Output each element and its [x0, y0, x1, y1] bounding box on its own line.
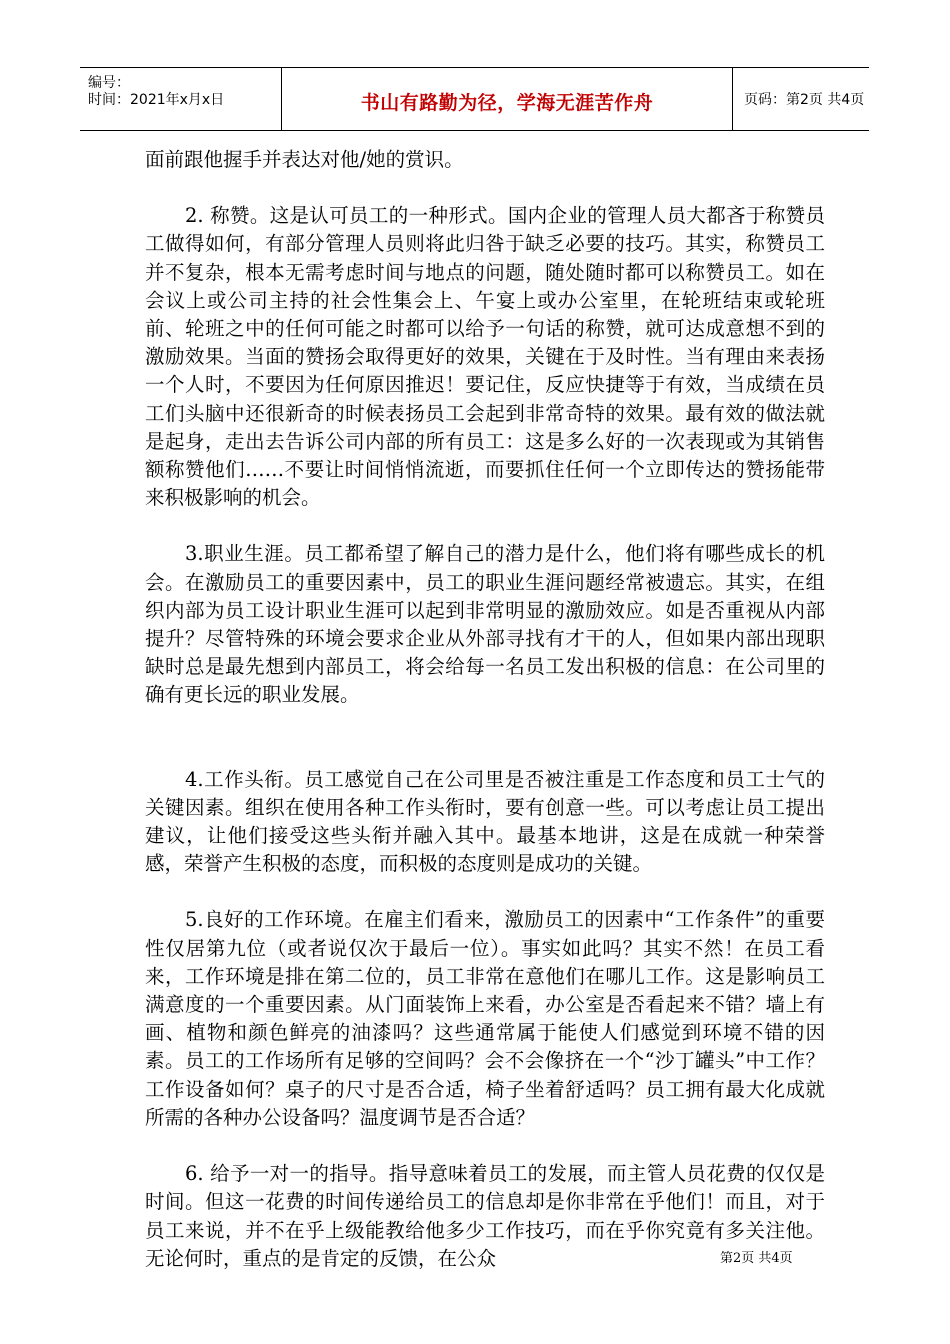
page-footer: 第2页 共4页: [720, 1251, 793, 1266]
paragraph-work-environment: 5.良好的工作环境。在雇主们看来，激励员工的因素中“工作条件”的重要性仅居第九位（或者说仅次于最后一位）。事实如此吗？其实不然！在员工看来，工作环境是排在第二位的，员工非常在意他们在哪儿工作。这是影响员工满意度的一个重要因素。从门面装饰上来看，办公室是否看起来不错？墙上有画、植物和颜色鲜亮的油漆吗？这些通常属于能使人们感觉到环境不错的因素。员工的工作场所有足够的空间吗？会不会像挤在一个“沙丁罐头”中工作？工作设备如何？桌子的尺寸是否合适，椅子坐着舒适吗？员工拥有最大化成就所需的各种办公设备吗？温度调节是否合适？: [145, 908, 825, 1129]
header-motto-cell: [281, 68, 733, 130]
header-right-cell: [732, 68, 869, 130]
motto-text: 书山有路勤为径，学海无涯苦作舟: [360, 92, 654, 114]
paragraph-praise: 2. 称赞。这是认可员工的一种形式。国内企业的管理人员大都吝于称赞员工做得如何，有部分管理人员则将此归咎于缺乏必要的技巧。其实，称赞员工并不复杂，根本无需考虑时间与地点的问题，随处随时都可以称赞员工。如在会议上或公司主持的社会性集会上、午宴上或办公室里，在轮班结束或轮班前、轮班之中的任何可能之时都可以给予一句话的称赞，就可达成意想不到的激励效果。当面的赞扬会取得更好的效果，关键在于及时性。当有理由来表扬一个人时，不要因为任何原因推迟！要记住，反应快捷等于有效，当成绩在员工们头脑中还很新奇的时候表扬员工会起到非常奇特的效果。最有效的做法就是起身，走出去告诉公司内部的所有员工：这是多么好的一次表现或为其销售额称赞他们……不要让时间悄悄流逝，而要抓住任何一个立即传达的赞扬能带来积极影响的机会。: [145, 204, 825, 510]
paragraph-continuation: 面前跟他握手并表达对他/她的赏识。: [145, 148, 464, 171]
time-label: 时间：2021年x月x日: [88, 92, 225, 108]
document-body: [145, 146, 825, 1273]
paragraph-coaching: 6. 给予一对一的指导。指导意味着员工的发展，而主管人员花费的仅仅是时间。但这一花费的时间传递给员工的信息却是你非常在乎他们！而且，对于员工来说，并不在乎上级能教给他多少工作技巧，而在乎你究竟有多关注他。无论何时，重点的是肯定的反馈，在公众: [145, 1162, 825, 1270]
paragraph-career: 3.职业生涯。员工都希望了解自己的潜力是什么，他们将有哪些成长的机会。在激励员工的重要因素中，员工的职业生涯问题经常被遗忘。其实，在组织内部为员工设计职业生涯可以起到非常明显的激励效应。如是否重视从内部提升？尽管特殊的环境会要求企业从外部寻找有才干的人，但如果内部出现职缺时总是最先想到内部员工，将会给每一名员工发出积极的信息：在公司里的确有更长远的职业发展。: [145, 542, 825, 707]
page-info: 页码：第2页 共4页: [744, 92, 865, 108]
page-header: [80, 67, 869, 131]
header-left-cell: [80, 68, 281, 130]
paragraph-job-title: 4.工作头衔。员工感觉自己在公司里是否被注重是工作态度和员工士气的关键因素。组织在使用各种工作头衔时，要有创意一些。可以考虑让员工提出建议，让他们接受这些头衔并融入其中。最基本地讲，这是在成就一种荣誉感，荣誉产生积极的态度，而积极的态度则是成功的关键。: [145, 767, 825, 876]
number-label: 编号：: [88, 75, 130, 91]
